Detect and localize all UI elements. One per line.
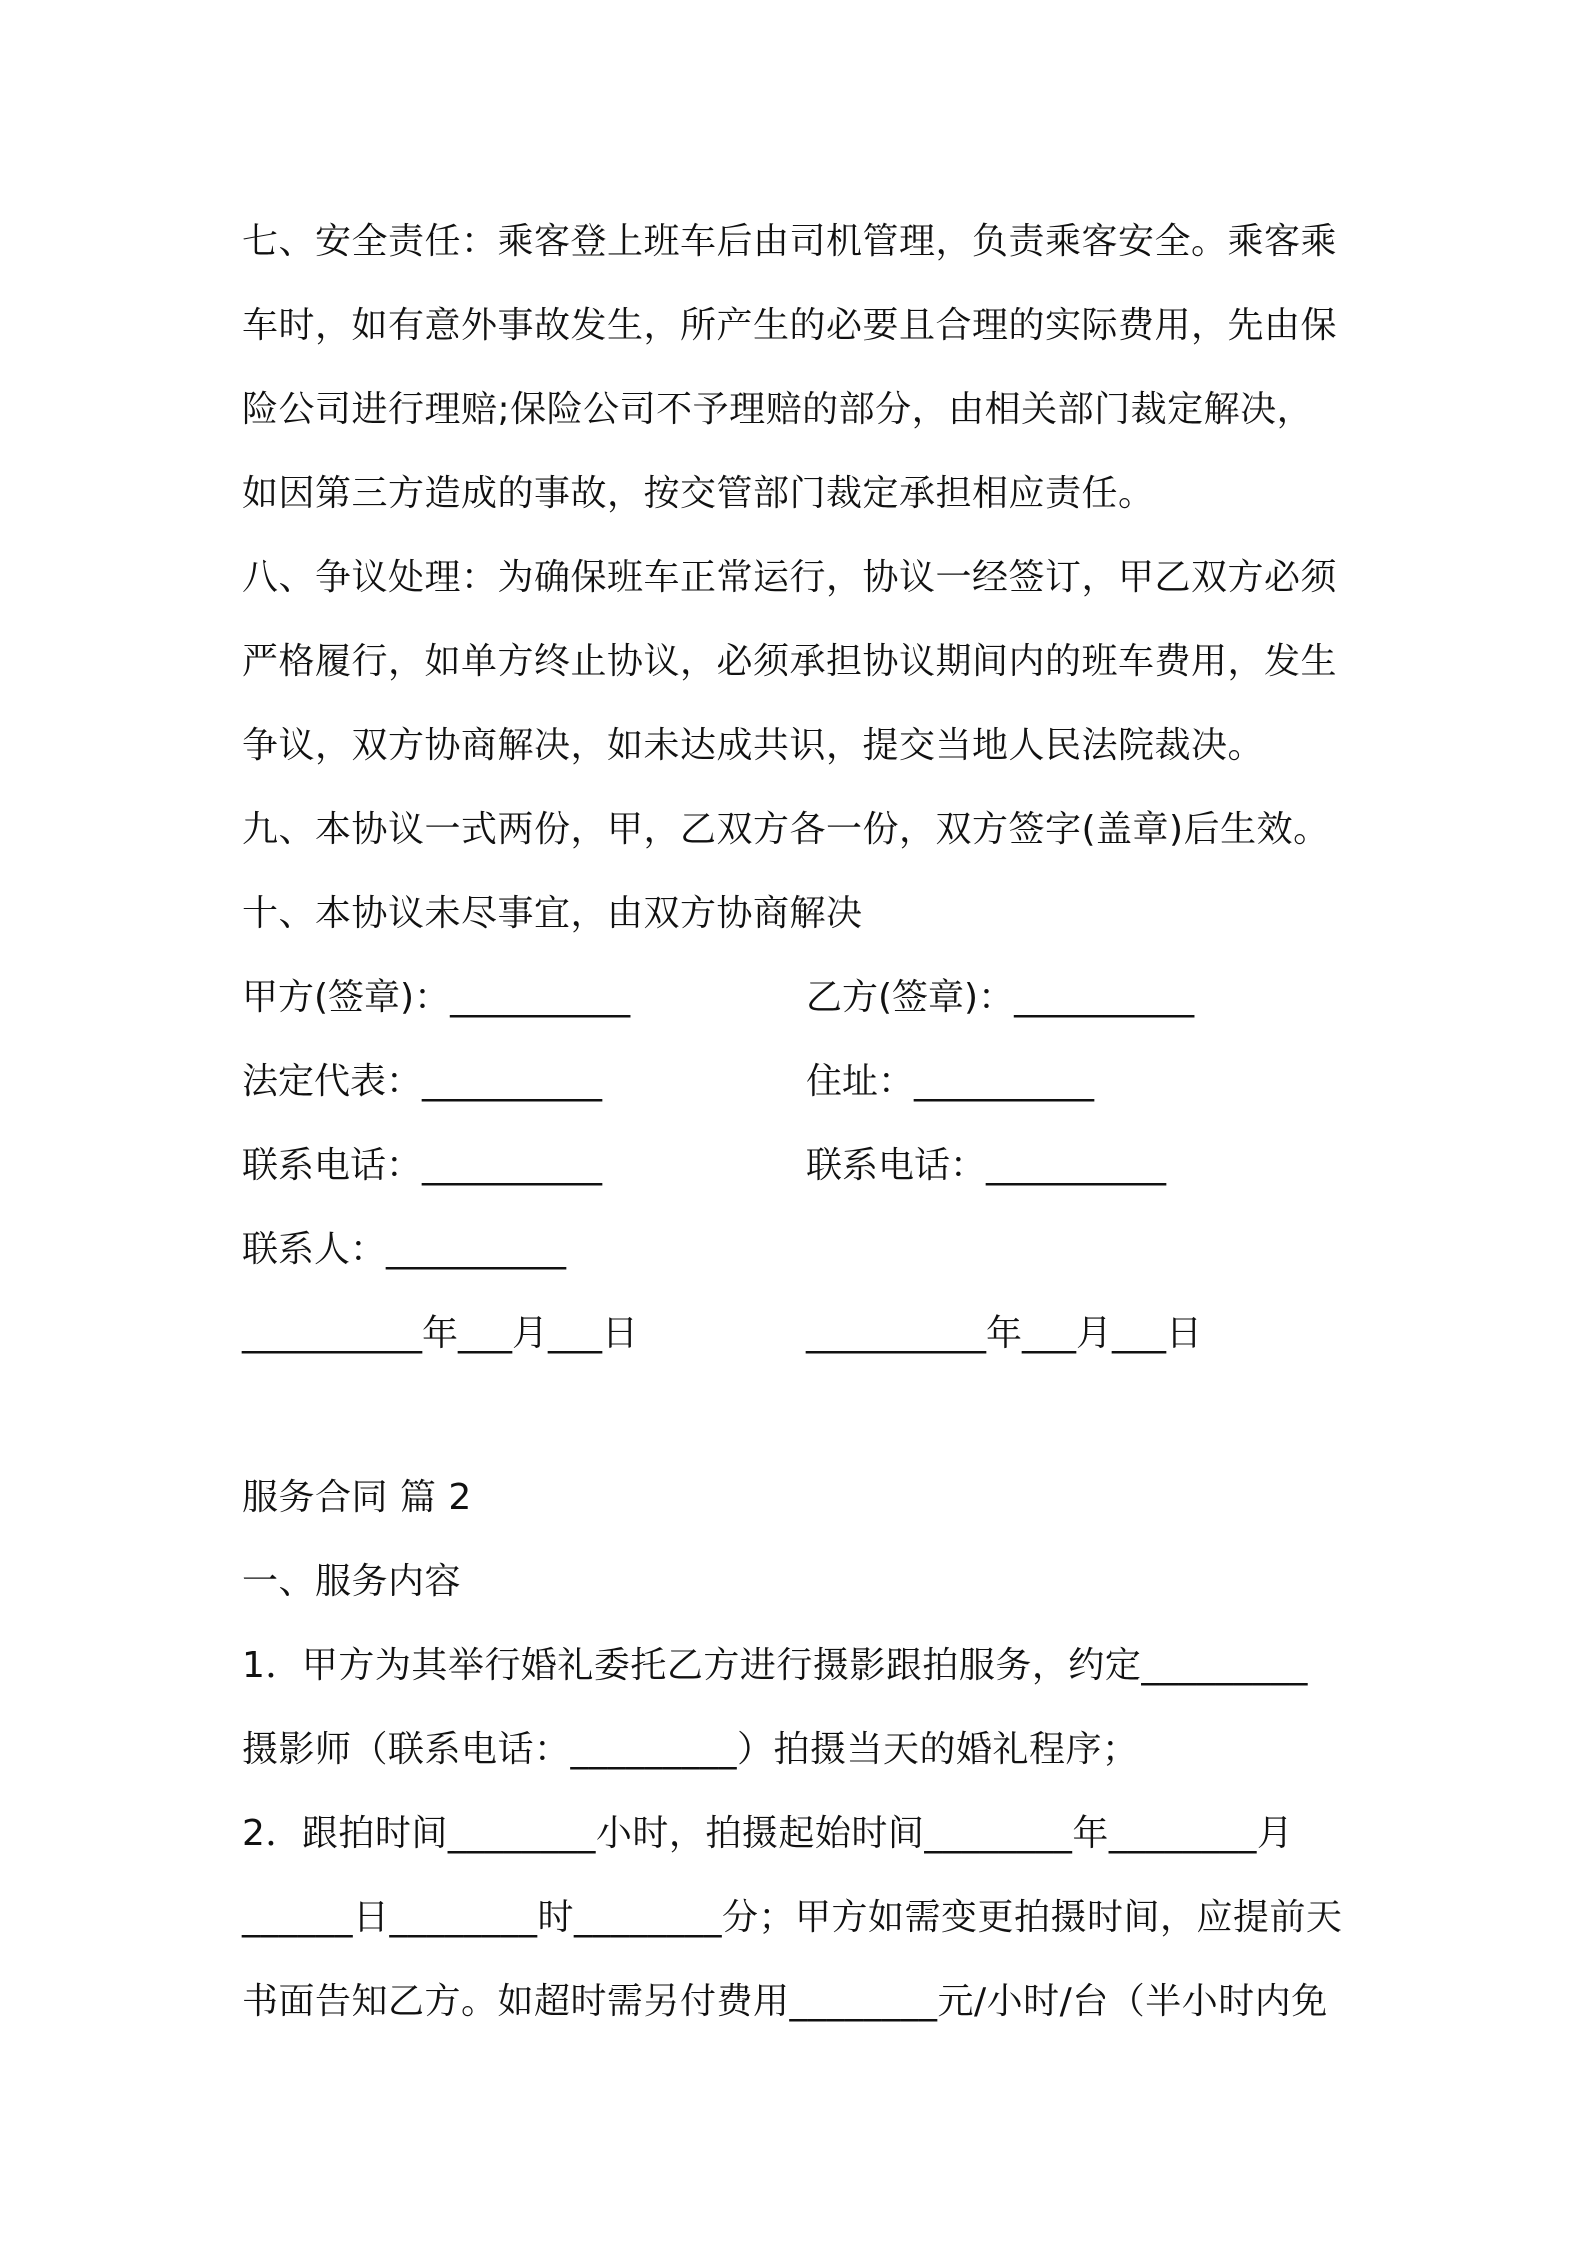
- contact-person-field: 联系人：__________: [242, 1229, 567, 1270]
- signature-row-date: [242, 1292, 1362, 1376]
- legal-representative-field: 法定代表：__________: [242, 1061, 603, 1102]
- service-item-2-line-3: 书面告知乙方。如超时需另付费用________元/小时/台（半小时内免: [242, 1981, 1328, 2022]
- clause-7-line-4: 如因第三方造成的事故，按交管部门裁定承担相应责任。: [242, 473, 1155, 514]
- clause-8-line-3: 争议，双方协商解决，如未达成共识，提交当地人民法院裁决。: [242, 725, 1265, 766]
- service-item-1-line-2: 摄影师（联系电话：_________）拍摄当天的婚礼程序；: [242, 1729, 1139, 1770]
- service-item-2-line-2: ______日________时________分；甲方如需变更拍摄时间，应提前天: [242, 1897, 1343, 1938]
- clause-8-line-2: 严格履行，如单方终止协议，必须承担协议期间内的班车费用，发生: [242, 641, 1338, 682]
- service-item-1-line-1: 1．甲方为其举行婚礼委托乙方进行摄影跟拍服务，约定_________: [242, 1645, 1308, 1686]
- section-title: 服务合同 篇 2: [242, 1477, 472, 1518]
- party-a-date-field: __________年___月___日: [242, 1313, 638, 1354]
- signature-row-representative: [242, 1040, 1362, 1124]
- signature-row-contact: [242, 1208, 1362, 1292]
- document-body: [242, 200, 1362, 2044]
- signature-row-phone: [242, 1124, 1362, 1208]
- party-b-date-field: __________年___月___日: [806, 1313, 1202, 1354]
- party-a-phone-field: 联系电话：__________: [242, 1145, 603, 1186]
- section-heading: 一、服务内容: [242, 1561, 462, 1602]
- clause-7-line-3: 险公司进行理赔;保险公司不予理赔的部分，由相关部门裁定解决，: [242, 389, 1314, 430]
- clause-7-line-2: 车时，如有意外事故发生，所产生的必要且合理的实际费用，先由保: [242, 305, 1338, 346]
- party-b-seal-field: 乙方(签章)：__________: [806, 977, 1195, 1018]
- signature-row-seal: [242, 956, 1362, 1040]
- service-item-2-line-1: 2．跟拍时间________小时，拍摄起始时间________年________月: [242, 1813, 1294, 1854]
- section-spacer: [242, 1376, 1362, 1456]
- address-field: 住址：__________: [806, 1061, 1095, 1102]
- clause-9: 九、本协议一式两份，甲，乙双方各一份，双方签字(盖章)后生效。: [242, 809, 1330, 850]
- party-a-seal-field: 甲方(签章)：__________: [242, 977, 631, 1018]
- party-b-phone-field: 联系电话：__________: [806, 1145, 1167, 1186]
- clause-10: 十、本协议未尽事宜，由双方协商解决: [242, 893, 863, 934]
- clause-7-line-1: 七、安全责任：乘客登上班车后由司机管理，负责乘客安全。乘客乘: [242, 221, 1338, 262]
- clause-8-line-1: 八、争议处理：为确保班车正常运行，协议一经签订，甲乙双方必须: [242, 557, 1338, 598]
